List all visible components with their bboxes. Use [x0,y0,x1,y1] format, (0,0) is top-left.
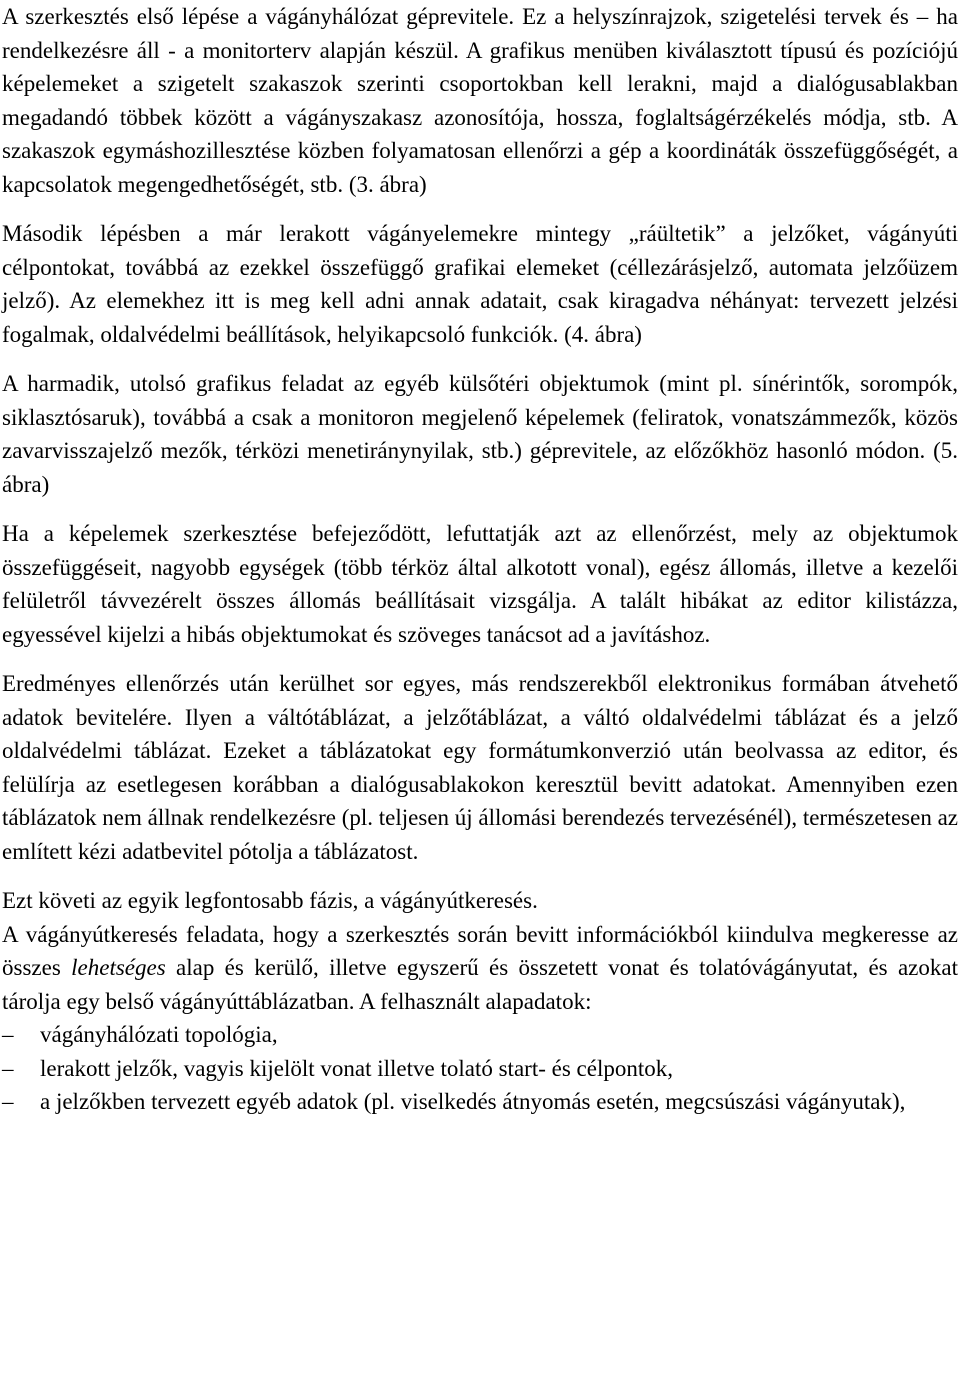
route-search-text-after: alap és kerülő, illetve egyszerű és összetett vonat és tolatóvágányutat, és azokat tárolja egy belső vágányúttáblázatban. A felhasznált alapadatok: [2,955,958,1014]
list-item [2,1018,958,1052]
paragraph-track-network-entry: A szerkesztés első lépése a vágányhálózat géprevitele. Ez a helyszínrajzok, szigetelési tervek és – ha rendelkezésre áll - a monitorterv alapján készül. A grafikus menüben kiválasztott típusú és pozíciójú képelemeket a szigetelt szakaszok szerinti csoportokban kell lerakni, majd a dialógusablakban megadandó többek között a vágányszakasz azonosítója, hossza, foglaltságérzékelés módja, stb. A szakaszok egymáshozillesztése közben folyamatosan ellenőrzi a gép a koordináták összefüggőségét, a kapcsolatok megengedhetőségét, stb. (3. ábra) [2,4,958,197]
input-data-list [2,1018,958,1119]
paragraph-verification: Ha a képelemek szerkesztése befejeződött, lefuttatják azt az ellenőrzést, mely az objektumok összefüggéseit, nagyobb egységek (több térköz által alkotott vonal), egész állomás, illetve a kezelői felületről távvezérelt összes állomás beállításait vizsgálja. A talált hibákat az editor kilistázza, egyessével kijelzi a hibás objektumokat és szöveges tanácsot ad a javításhoz. [2,521,958,647]
dash-bullet: – [2,1055,14,1081]
paragraph-route-search-intro: Ezt követi az egyik legfontosabb fázis, a vágányútkeresés. [2,888,538,913]
route-search-emphasis: lehetséges [71,955,166,980]
paragraph-outdoor-objects: A harmadik, utolsó grafikus feladat az egyéb külsőtéri objektumok (mint pl. sínérintők, sorompók, siklasztósaruk), továbbá a csak a monitoron megjelenő képelemek (feliratok, vonatszámmezők, közös zavarvisszajelző mezők, térközi menetiránynyilak, stb.) géprevitele, az előzőkhöz hasonló módon. (5. ábra) [2,371,958,497]
paragraph-table-import: Eredményes ellenőrzés után kerülhet sor egyes, más rendszerekből elektronikus formában átvehető adatok bevitelére. Ilyen a váltótáblázat, a jelzőtáblázat, a váltó oldalvédelmi táblázat és a jelző oldalvédelmi táblázat. Ezeket a táblázatokat egy formátumkonverzió után beolvassa az editor, és felülírja az esetlegesen korábban a dialógusablakokon keresztül bevitt adatokat. Amennyiben ezen táblázatok nem állnak rendelkezésre (pl. teljesen új állomási berendezés tervezésénél), természetesen az említett kézi adatbevitel pótolja a táblázatost. [2,671,958,864]
list-item-text: a jelzőkben tervezett egyéb adatok (pl. viselkedés átnyomás esetén, megcsúszási vágányutak), [40,1089,906,1114]
list-item-text: lerakott jelzők, vagyis kijelölt vonat illetve tolató start- és célpontok, [40,1055,673,1081]
list-item [2,1085,958,1119]
route-search-text-before: A vágányútkeresés feladata, hogy a szerkesztés során bevitt információkból kiindulva megkeresse az összes [2,921,958,980]
paragraph-route-search-task [2,918,958,1019]
dash-bullet: – [2,1089,14,1114]
list-item [2,1052,958,1086]
paragraph-signal-placement: Második lépésben a már lerakott vágányelemekre mintegy „ráültetik” a jelzőket, vágányúti célpontokat, továbbá az ezekkel összefüggő grafikai elemeket (céllezárásjelző, automata jelzőüzem jelző). Az elemekhez itt is meg kell adni annak adatait, csak kiragadva néhányat: tervezett jelzési fogalmak, oldalvédelmi beállítások, helyikapcsoló funkciók. (4. ábra) [2,221,958,347]
dash-bullet: – [2,1022,14,1047]
list-item-text: vágányhálózati topológia, [40,1022,278,1047]
